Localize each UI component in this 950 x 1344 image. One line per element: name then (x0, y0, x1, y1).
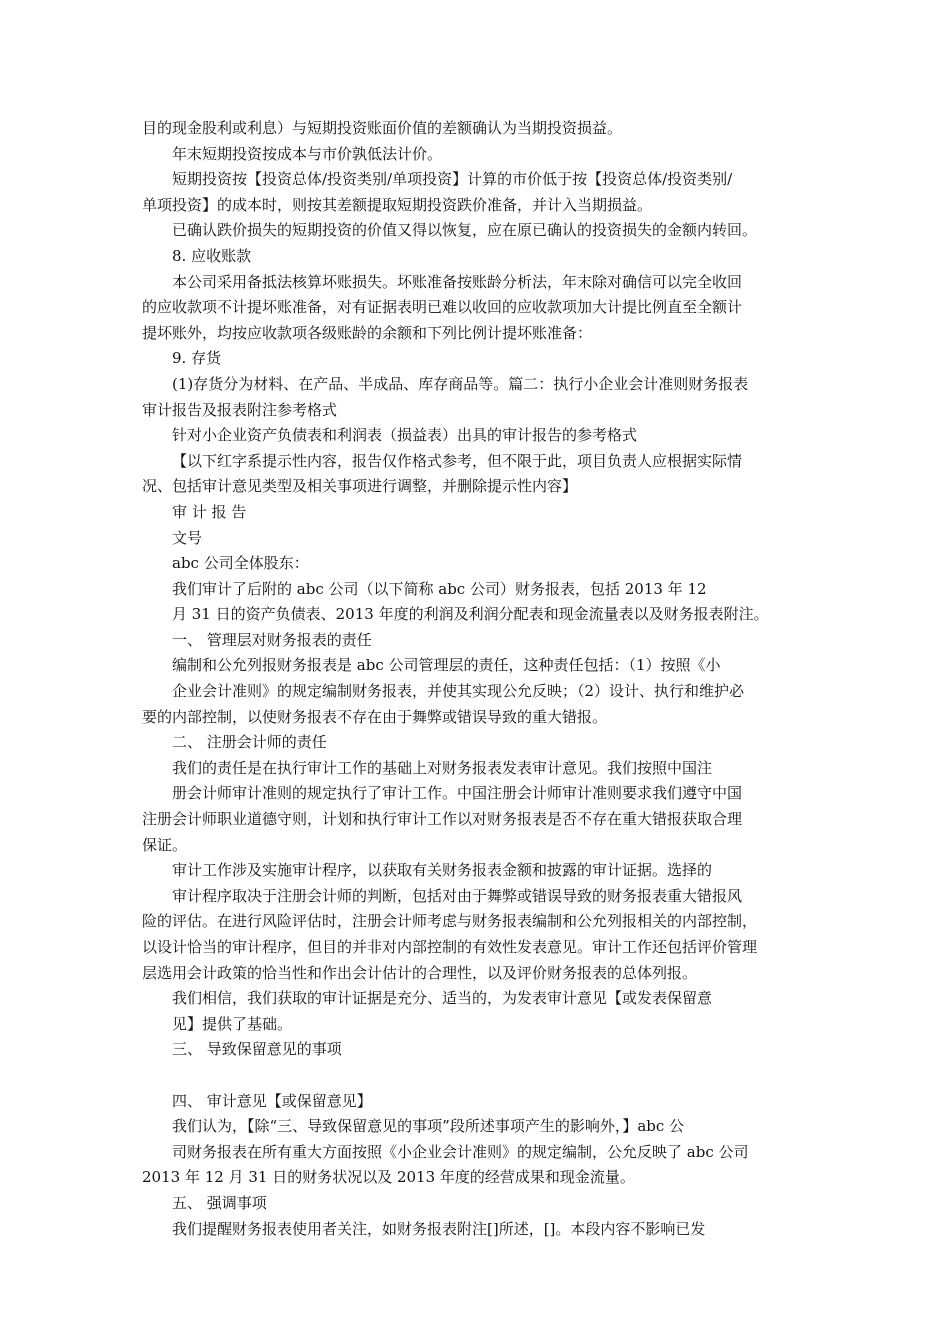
text-line: 的应收款项不计提坏账准备，对有证据表明已难以收回的应收款项加大计提比例直至全额计 (142, 298, 743, 317)
text-line: 月 31 日的资产负债表、2013 年度的利润及利润分配表和现金流量表以及财务报表附注。 (172, 605, 769, 624)
text-line: 8. 应收账款 (172, 246, 252, 265)
text-line: 我们认为，【除“三、导致保留意见的事项”段所述事项产生的影响外，】abc 公 (172, 1117, 685, 1136)
text-line: 文号 (172, 528, 203, 547)
text-line: 我们审计了后附的 abc 公司（以下简称 abc 公司）财务报表，包括 2013 年 12 (172, 579, 707, 598)
text-line: 编制和公允列报财务报表是 abc 公司管理层的责任，这种责任包括：（1）按照《小 (172, 656, 721, 675)
text-line: 短期投资按【投资总体/投资类别/单项投资】计算的市价低于按【投资总体/投资类别/ (172, 170, 733, 189)
text-line: 我们相信，我们获取的审计证据是充分、适当的，为发表审计意见【或发表保留意 (172, 989, 713, 1008)
text-line: 我们的责任是在执行审计工作的基础上对财务报表发表审计意见。我们按照中国注 (172, 758, 713, 777)
text-line: 二、 注册会计师的责任 (172, 733, 327, 752)
text-line: 审计工作涉及实施审计程序，以获取有关财务报表金额和披露的审计证据。选择的 (172, 861, 713, 880)
text-line: 五、 强调事项 (172, 1193, 267, 1212)
text-line: 审计程序取决于注册会计师的判断，包括对由于舞弊或错误导致的财务报表重大错报风 (172, 886, 743, 905)
text-line: 以设计恰当的审计程序，但目的并非对内部控制的有效性发表意见。审计工作还包括评价管理 (142, 938, 758, 956)
text-line: 提坏账外，均按应收款项各级账龄的余额和下列比例计提坏账准备： (142, 323, 593, 342)
text-line: 况、包括审计意见类型及相关事项进行调整，并删除提示性内容】 (142, 477, 578, 496)
text-line: 审 计 报 告 (172, 502, 247, 521)
text-line: 企业会计准则》的规定编制财务报表，并使其实现公允反映；（2）设计、执行和维护必 (172, 682, 745, 701)
text-line: 四、 审计意见【或保留意见】 (172, 1091, 372, 1110)
text-line: 保证。 (142, 835, 188, 854)
document-body (142, 116, 812, 1242)
text-line: 司财务报表在所有重大方面按照《小企业会计准则》的规定编制，公允反映了 abc 公司 (172, 1142, 749, 1161)
text-line (142, 1063, 812, 1089)
text-line: 层选用会计政策的恰当性和作出会计估计的合理性，以及评价财务报表的总体列报。 (142, 963, 698, 982)
text-line: 针对小企业资产负债表和利润表（损益表）出具的审计报告的参考格式 (172, 426, 638, 445)
text-line: 册会计师审计准则的规定执行了审计工作。中国注册会计师审计准则要求我们遵守中国 (172, 784, 743, 803)
text-line: 要的内部控制，以使财务报表不存在由于舞弊或错误导致的重大错报。 (142, 707, 608, 726)
text-line: 已确认跌价损失的短期投资的价值又得以恢复，应在原已确认的投资损失的金额内转回。 (172, 221, 758, 240)
text-line: 我们提醒财务报表使用者关注，如财务报表附注[]所述，[]。本段内容不影响已发 (172, 1219, 706, 1238)
text-line: 注册会计师职业道德守则，计划和执行审计工作以对财务报表是否不存在重大错报获取合理 (142, 810, 743, 829)
text-line: 单项投资】的成本时，则按其差额提取短期投资跌价准备，并计入当期损益。 (142, 195, 653, 214)
text-line: 2013 年 12 月 31 日的财务状况以及 2013 年度的经营成果和现金流量。 (142, 1168, 635, 1187)
text-line: 本公司采用备抵法核算坏账损失。坏账准备按账龄分析法，年末除对确信可以完全收回 (172, 272, 743, 291)
text-line: abc 公司全体股东： (172, 554, 309, 573)
text-line: 三、 导致保留意见的事项 (172, 1040, 342, 1059)
text-line: (1)存货分为材料、在产品、半成品、库存商品等。篇二：执行小企业会计准则财务报表 (172, 374, 749, 393)
text-line: 目的现金股利或利息）与短期投资账面价值的差额确认为当期投资损益。 (142, 119, 623, 137)
text-line: 一、 管理层对财务报表的责任 (172, 630, 372, 649)
text-line: 审计报告及报表附注参考格式 (142, 400, 338, 419)
text-line: 险的评估。在进行风险评估时，注册会计师考虑与财务报表编制和公允列报相关的内部控制， (142, 912, 758, 931)
text-line: 【以下红字系提示性内容，报告仅作格式参考，但不限于此，项目负责人应根据实际情 (172, 451, 743, 470)
text-line: 9. 存货 (172, 349, 222, 368)
text-line: 见】提供了基础。 (172, 1014, 293, 1033)
text-line: 年末短期投资按成本与市价孰低法计价。 (172, 144, 443, 163)
